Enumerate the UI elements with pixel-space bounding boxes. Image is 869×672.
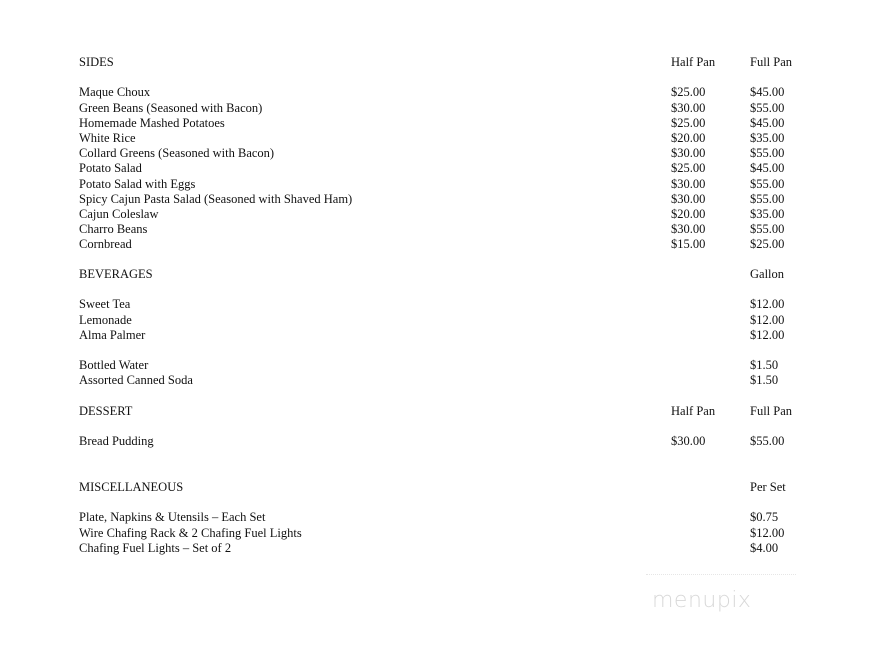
menu-item (0, 434, 869, 449)
menu-item (0, 358, 869, 373)
menu-item (0, 237, 869, 252)
item-name: Cajun Coleslaw (79, 207, 159, 221)
item-name: Potato Salad (79, 161, 142, 176)
item-price-full: $55.00 (750, 146, 785, 161)
item-name: Assorted Canned Soda (79, 373, 193, 388)
item-name: Charro Beans (79, 222, 148, 237)
item-name: Bread Pudding (79, 434, 154, 449)
item-name: Homemade Mashed Potatoes (79, 115, 225, 130)
item-name: Maque Choux (79, 85, 151, 100)
item-price-half: $15.00 (671, 237, 706, 252)
item-price-full: $45.00 (750, 85, 785, 100)
menu-item (0, 373, 869, 388)
item-price-full: $55.00 (750, 176, 785, 191)
item-price-full: $45.00 (750, 161, 785, 176)
item-name: Cornbread (79, 237, 132, 252)
item-price-full: $25.00 (750, 237, 785, 252)
section-title: DESSERT (79, 404, 133, 418)
menu-item (0, 222, 869, 237)
item-price-full: $12.00 (750, 525, 785, 540)
menupix-watermark: menupix (652, 588, 752, 613)
menu-item (0, 116, 869, 131)
item-name: Sweet Tea (79, 297, 131, 312)
item-price-half: $20.00 (671, 131, 706, 145)
item-price-full: $12.00 (750, 327, 785, 342)
item-price-full: $12.00 (750, 297, 785, 312)
item-price-half: $30.00 (671, 146, 706, 161)
menu-item (0, 177, 869, 192)
item-price-half: $20.00 (671, 207, 706, 221)
section-header-dessert (0, 404, 869, 419)
menu-item (0, 313, 869, 328)
menu-item (0, 101, 869, 116)
menu-item (0, 541, 869, 556)
section-title: MISCELLANEOUS (79, 480, 184, 494)
item-name: Potato Salad with Eggs (79, 176, 196, 191)
item-name: Spicy Cajun Pasta Salad (Seasoned with Shaved Ham) (79, 191, 353, 206)
menu-item (0, 131, 869, 146)
column-header-3: Per Set (750, 480, 786, 494)
menu-item (0, 526, 869, 541)
item-price-half: $30.00 (671, 434, 706, 449)
item-name: Lemonade (79, 312, 132, 327)
item-price-full: $55.00 (750, 222, 785, 237)
item-price-full: $35.00 (750, 207, 785, 221)
section-title: SIDES (79, 55, 114, 69)
item-price-full: $12.00 (750, 312, 785, 327)
menu-item (0, 192, 869, 207)
watermark-rule (646, 574, 796, 581)
item-price-full: $4.00 (750, 540, 779, 555)
menu-item (0, 297, 869, 312)
section-header-sides (0, 55, 869, 70)
item-price-full: $1.50 (750, 358, 779, 373)
item-price-half: $30.00 (671, 222, 706, 237)
item-price-half: $30.00 (671, 176, 706, 191)
item-name: Collard Greens (Seasoned with Bacon) (79, 146, 275, 161)
item-name: Wire Chafing Rack & 2 Chafing Fuel Lights (79, 525, 302, 540)
section-header-beverages (0, 267, 869, 282)
menu-item (0, 161, 869, 176)
item-price-full: $45.00 (750, 115, 785, 130)
item-name: Green Beans (Seasoned with Bacon) (79, 100, 263, 115)
column-header-3: Full Pan (750, 404, 793, 418)
item-price-full: $55.00 (750, 191, 785, 206)
menu-item (0, 207, 869, 222)
item-price-full: $35.00 (750, 131, 785, 145)
column-header-2: Half Pan (671, 55, 716, 69)
item-price-half: $25.00 (671, 115, 706, 130)
menu-item (0, 510, 869, 525)
item-name: Plate, Napkins & Utensils – Each Set (79, 510, 266, 525)
section-header-miscellaneous (0, 480, 869, 495)
item-price-full: $55.00 (750, 434, 785, 449)
item-price-half: $30.00 (671, 100, 706, 115)
item-name: White Rice (79, 131, 136, 145)
item-price-full: $1.50 (750, 373, 779, 388)
column-header-3: Gallon (750, 267, 785, 281)
item-name: Bottled Water (79, 358, 149, 373)
item-name: Alma Palmer (79, 327, 146, 342)
item-price-half: $30.00 (671, 191, 706, 206)
menu-item (0, 146, 869, 161)
item-name: Chafing Fuel Lights – Set of 2 (79, 540, 232, 555)
item-price-full: $0.75 (750, 510, 779, 525)
menu-item (0, 328, 869, 343)
item-price-half: $25.00 (671, 85, 706, 100)
column-header-3: Full Pan (750, 55, 793, 69)
item-price-full: $55.00 (750, 100, 785, 115)
menu-item (0, 85, 869, 100)
item-price-half: $25.00 (671, 161, 706, 176)
section-title: BEVERAGES (79, 267, 153, 281)
column-header-2: Half Pan (671, 404, 716, 418)
